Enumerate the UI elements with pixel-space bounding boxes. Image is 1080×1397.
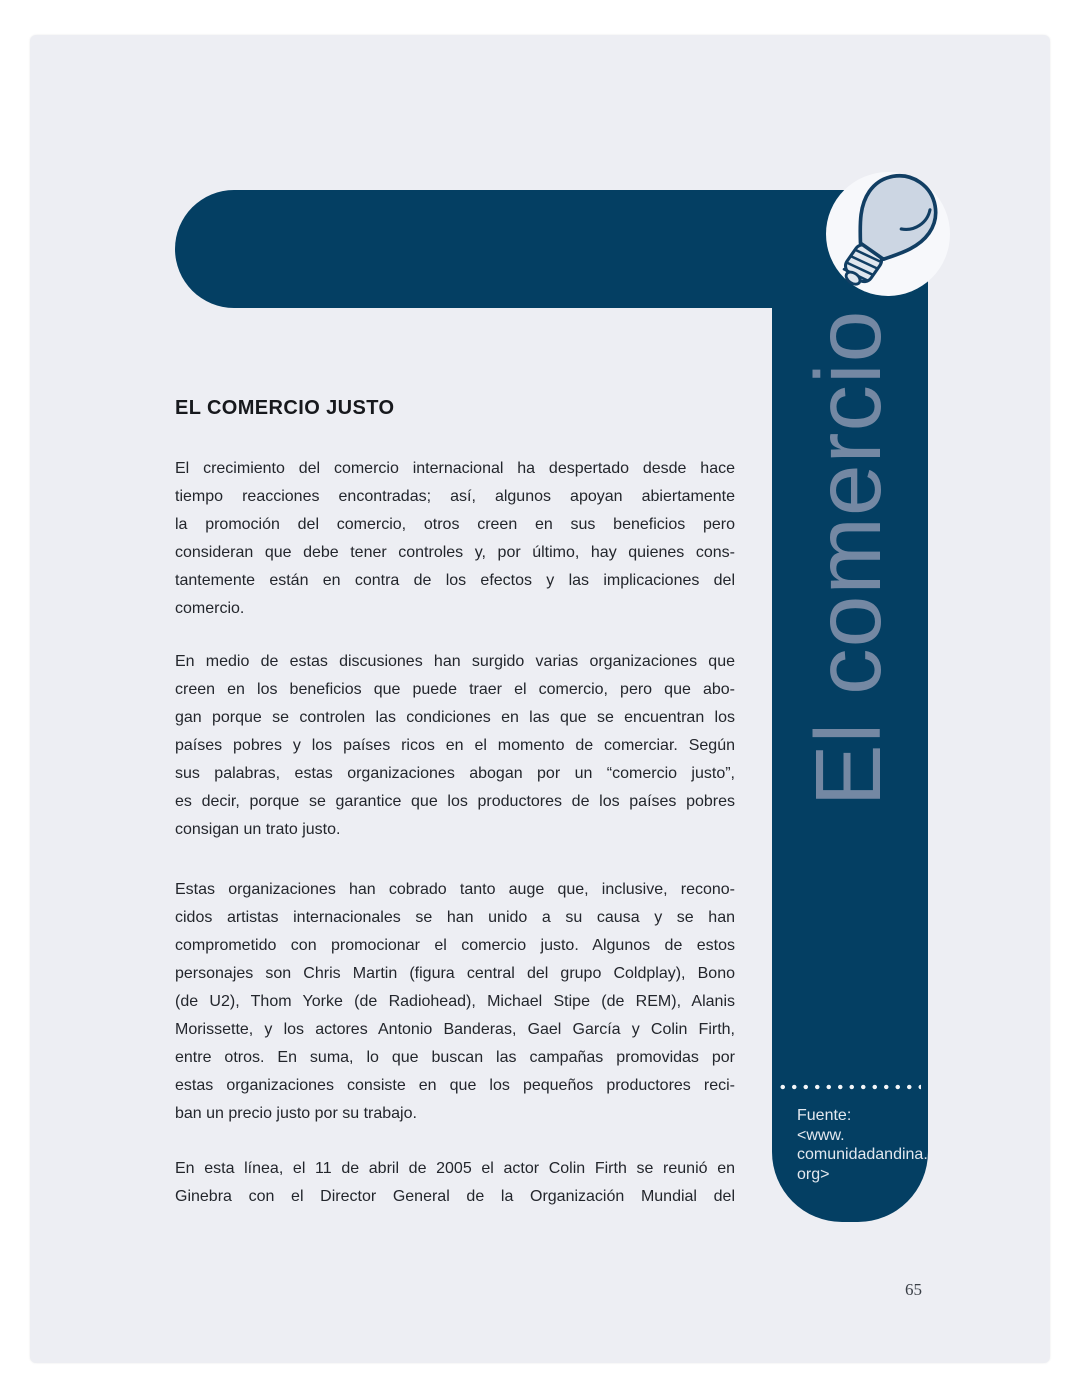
- paragraph-2: En medio de estas discusiones han surgido varias organizaciones que creen en los beneficios que puede traer el comercio, pero que abo- gan porque se controlen las condiciones en las que se encuentran los países pobres y los países ricos en el momento de comerciar. Según sus palabras, estas organizaciones abogan por un “comercio justo”, es decir, porque se garantice que los productores de los países pobres consigan un trato justo.: [175, 653, 735, 838]
- page-number: 65: [905, 1280, 922, 1299]
- page-title: EL COMERCIO JUSTO: [175, 397, 395, 419]
- paragraph-4: En esta línea, el 11 de abril de 2005 el actor Colin Firth se reunió en Ginebra con el Director General de la Organización Mundial del: [175, 1160, 735, 1205]
- lightbulb-icon: [820, 165, 960, 305]
- source-note: Fuente: <www. comunidadandina. org>: [797, 1107, 928, 1183]
- page: [30, 35, 1050, 1363]
- paragraph-3: Estas organizaciones han cobrado tanto auge que, inclusive, recono- cidos artistas internacionales se han unido a su causa y se han comprometido con promocionar el comercio justo. Algunos de estos personajes son Chris Martin (figura central del grupo Coldplay), Bono (de U2), Thom Yorke (de Radiohead), Michael Stipe (de REM), Alanis Morissette, y los actores Antonio Banderas, Gael García y Colin Firth, entre otros. En suma, lo que buscan las campañas promovidas por estas organizaciones consiste en que los pequeños productores reci- ban un precio justo por su trabajo.: [175, 881, 735, 1122]
- paragraph-1: El crecimiento del comercio internacional ha despertado desde hace tiempo reacciones encontradas; así, algunos apoyan abiertamente la promoción del comercio, otros creen en sus beneficios pero consideran que debe tener controles y, por último, hay quienes cons- tantemente están en contra de los efectos y las implicaciones del comercio.: [175, 460, 735, 617]
- dotted-separator: [777, 1084, 921, 1090]
- sidebar-vertical-label: El comercio: [796, 309, 900, 807]
